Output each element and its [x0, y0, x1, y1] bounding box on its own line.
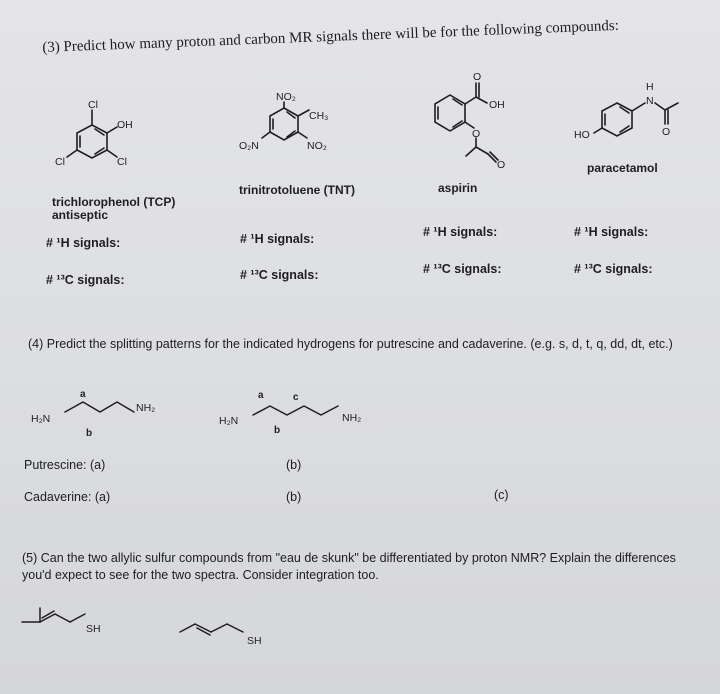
aspirin-oh: OH — [489, 99, 505, 111]
skunk-thiol-2-sh: SH — [247, 635, 262, 647]
tcp-cl-right: Cl — [117, 156, 127, 168]
question-5-prompt: (5) Can the two allylic sulfur compounds from "eau de skunk" be differentiated by proton NMR? Explain the differences you'd expect to see for the two spectra. Consider integration too. — [22, 551, 676, 582]
paracetamol-ho: HO — [574, 129, 590, 141]
skunk-thiol-1 — [22, 608, 85, 622]
tnt-no2-top: NO₂ — [276, 91, 296, 103]
cadaverine-label-b: b — [274, 425, 281, 436]
paracetamol-h-signals: # ¹H signals: — [574, 225, 649, 239]
cadaverine-c-label: (c) — [494, 488, 509, 502]
aspirin-c-signals: # ¹³C signals: — [423, 262, 502, 276]
tnt-structure — [262, 102, 309, 140]
cadaverine-chain — [253, 406, 338, 415]
putrescine-nh2: NH₂ — [136, 402, 156, 414]
cadaverine-label-c: c — [293, 392, 299, 403]
tnt-name: trinitrotoluene (TNT) — [239, 183, 355, 197]
cadaverine-nh2: NH₂ — [342, 412, 362, 424]
paracetamol-o: O — [662, 126, 671, 138]
paracetamol-c-signals: # ¹³C signals: — [574, 262, 653, 276]
cadaverine-h2n: H₂N — [219, 415, 239, 427]
skunk-thiol-2 — [180, 624, 243, 635]
tcp-c-signals: # ¹³C signals: — [46, 273, 125, 287]
cadaverine-b-label: (b) — [286, 490, 302, 504]
putrescine-h2n: H₂N — [31, 413, 51, 425]
putrescine-label-b: b — [86, 428, 93, 439]
tcp-name: trichlorophenol (TCP) — [52, 195, 176, 209]
tcp-cl-left: Cl — [55, 156, 65, 168]
aspirin-name: aspirin — [438, 181, 478, 195]
cadaverine-label-a: a — [258, 390, 264, 401]
putrescine-chain — [65, 402, 134, 412]
putrescine-a-label: Putrescine: (a) — [24, 458, 106, 472]
aspirin-o-top: O — [473, 71, 482, 83]
tnt-c-signals: # ¹³C signals: — [240, 268, 319, 282]
tnt-no2-right: NO₂ — [307, 140, 327, 152]
tcp-oh: OH — [117, 119, 133, 131]
cadaverine-a-label: Cadaverine: (a) — [24, 490, 111, 504]
paracetamol-n: N — [646, 95, 654, 107]
question-4-prompt: (4) Predict the splitting patterns for the indicated hydrogens for putrescine and cadaverine. (e.g. s, d, t, q, dd, dt, etc.) — [28, 337, 673, 351]
aspirin-o-ester: O — [472, 128, 481, 140]
aspirin-o-carbonyl: O — [497, 159, 506, 171]
paracetamol-h: H — [646, 81, 654, 93]
paracetamol-name: paracetamol — [587, 161, 658, 175]
aspirin-structure — [435, 83, 498, 162]
putrescine-b-label: (b) — [286, 458, 302, 472]
tnt-o2n: O₂N — [239, 140, 259, 152]
question-3-prompt: (3) Predict how many proton and carbon MR signals there will be for the following compounds: — [42, 17, 620, 56]
putrescine-label-a: a — [80, 389, 86, 400]
aspirin-h-signals: # ¹H signals: — [423, 225, 498, 239]
tcp-note: antiseptic — [52, 208, 109, 222]
tnt-ch3: CH₃ — [309, 110, 329, 122]
tnt-h-signals: # ¹H signals: — [240, 232, 315, 246]
tcp-h-signals: # ¹H signals: — [46, 236, 121, 250]
paracetamol-structure — [594, 103, 678, 136]
tcp-structure — [67, 110, 117, 158]
skunk-thiol-1-sh: SH — [86, 623, 101, 635]
tcp-cl-top: Cl — [88, 99, 98, 111]
